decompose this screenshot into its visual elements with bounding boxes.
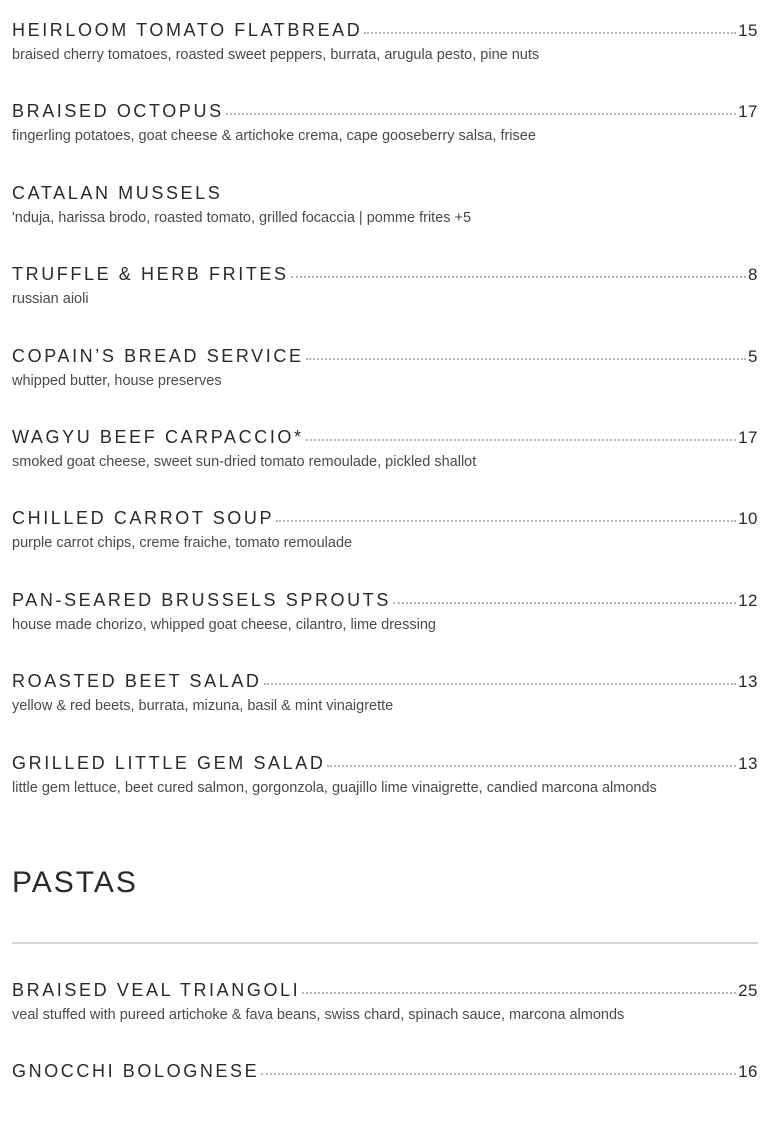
dot-leader (306, 358, 746, 360)
menu-item-gnocchi-bolognese (12, 1061, 758, 1142)
menu-item-row (12, 183, 758, 208)
menu-item-name: CATALAN MUSSELS (12, 182, 223, 203)
menu-item-description: smoked goat cheese, sweet sun-dried tomato remoulade, pickled shallot (12, 453, 477, 470)
menu-item-heirloom-tomato-flatbread (12, 20, 758, 101)
menu-item-row (12, 101, 758, 126)
menu-item-catalan-mussels (12, 183, 758, 264)
menu-item-braised-veal-triangoli (12, 980, 758, 1061)
menu-item-braised-octopus (12, 101, 758, 182)
dot-leader (364, 32, 736, 34)
menu-item-description: russian aioli (12, 291, 89, 308)
menu-item-row (12, 590, 758, 615)
menu-item-wagyu-beef-carpaccio (12, 427, 758, 508)
menu-item-row (12, 20, 758, 45)
menu-item-price: 12 (738, 590, 758, 610)
menu-item-chilled-carrot-soup (12, 508, 758, 589)
menu-item-price: 13 (738, 753, 758, 773)
menu-item-pan-seared-brussels-sprouts (12, 590, 758, 671)
menu-item-price: 8 (748, 265, 758, 285)
menu-item-description: fingerling potatoes, goat cheese & artichoke crema, cape gooseberry salsa, frisee (12, 128, 536, 145)
menu-item-price: 15 (738, 21, 758, 40)
menu-item-row (12, 753, 758, 778)
menu-item-name: COPAIN’S BREAD SERVICE (12, 345, 304, 366)
menu-item-price: 17 (738, 427, 758, 447)
menu-item-price: 16 (738, 1062, 758, 1082)
pastas-menu (12, 980, 758, 1143)
menu-item-name: WAGYU BEEF CARPACCIO* (12, 426, 304, 447)
menu-item-roasted-beet-salad (12, 671, 758, 752)
menu-item-name: BRAISED OCTOPUS (12, 101, 224, 122)
menu-item-description: 'nduja, harissa brodo, roasted tomato, grilled focaccia | pomme frites +5 (12, 209, 472, 226)
menu-item-description: purple carrot chips, creme fraiche, tomato remoulade (12, 535, 353, 552)
dot-leader (264, 683, 737, 685)
menu-item-row (12, 427, 758, 452)
menu-item-description: braised cherry tomatoes, roasted sweet peppers, burrata, arugula pesto, pine nuts (12, 47, 540, 63)
menu-item-description: house made chorizo, whipped goat cheese, cilantro, lime dressing (12, 616, 436, 633)
menu-item-description: whipped butter, house preserves (12, 372, 222, 389)
menu-item-description: veal stuffed with pureed artichoke & fava beans, swiss chard, spinach sauce, marcona almonds (12, 1007, 625, 1023)
dot-leader (276, 520, 736, 522)
menu-item-name: GNOCCHI BOLOGNESE (12, 1061, 260, 1082)
dot-leader (306, 439, 736, 441)
starters-menu (12, 20, 758, 834)
menu-item-price: 17 (738, 102, 758, 122)
dot-leader (291, 276, 746, 278)
menu-item-copains-bread-service (12, 346, 758, 427)
menu-item-name: PAN-SEARED BRUSSELS SPROUTS (12, 589, 391, 610)
dot-leader (393, 602, 736, 604)
menu-item-row (12, 346, 758, 371)
dot-leader (226, 113, 736, 115)
menu-item-price: 5 (748, 346, 758, 366)
menu-item-row (12, 980, 758, 1005)
menu-item-price: 25 (738, 981, 758, 1000)
menu-item-grilled-little-gem-salad (12, 753, 758, 834)
menu-item-name: BRAISED VEAL TRIANGOLI (12, 980, 301, 1000)
menu-item-description: yellow & red beets, burrata, mizuna, basil & mint vinaigrette (12, 698, 394, 715)
menu-item-price: 10 (738, 509, 758, 529)
menu-item-name: ROASTED BEET SALAD (12, 671, 262, 692)
dot-leader (261, 1073, 736, 1075)
dot-leader (302, 992, 736, 994)
menu-item-row (12, 508, 758, 533)
menu-item-row (12, 671, 758, 696)
menu-item-name: HEIRLOOM TOMATO FLATBREAD (12, 20, 363, 40)
menu-item-price: 13 (738, 672, 758, 692)
menu-item-truffle-herb-frites (12, 264, 758, 345)
menu-item-description: little gem lettuce, beet cured salmon, gorgonzola, guajillo lime vinaigrette, candied marcona almonds (12, 779, 657, 796)
menu-item-name: CHILLED CARROT SOUP (12, 508, 275, 529)
menu-item-row (12, 1061, 758, 1086)
section-divider (12, 942, 758, 944)
dot-leader (224, 195, 756, 197)
dot-leader (327, 765, 736, 767)
menu-item-row (12, 264, 758, 289)
menu-item-name: GRILLED LITTLE GEM SALAD (12, 752, 326, 773)
menu-item-name: TRUFFLE & HERB FRITES (12, 264, 289, 285)
section-title-pastas: PASTAS (12, 866, 138, 899)
